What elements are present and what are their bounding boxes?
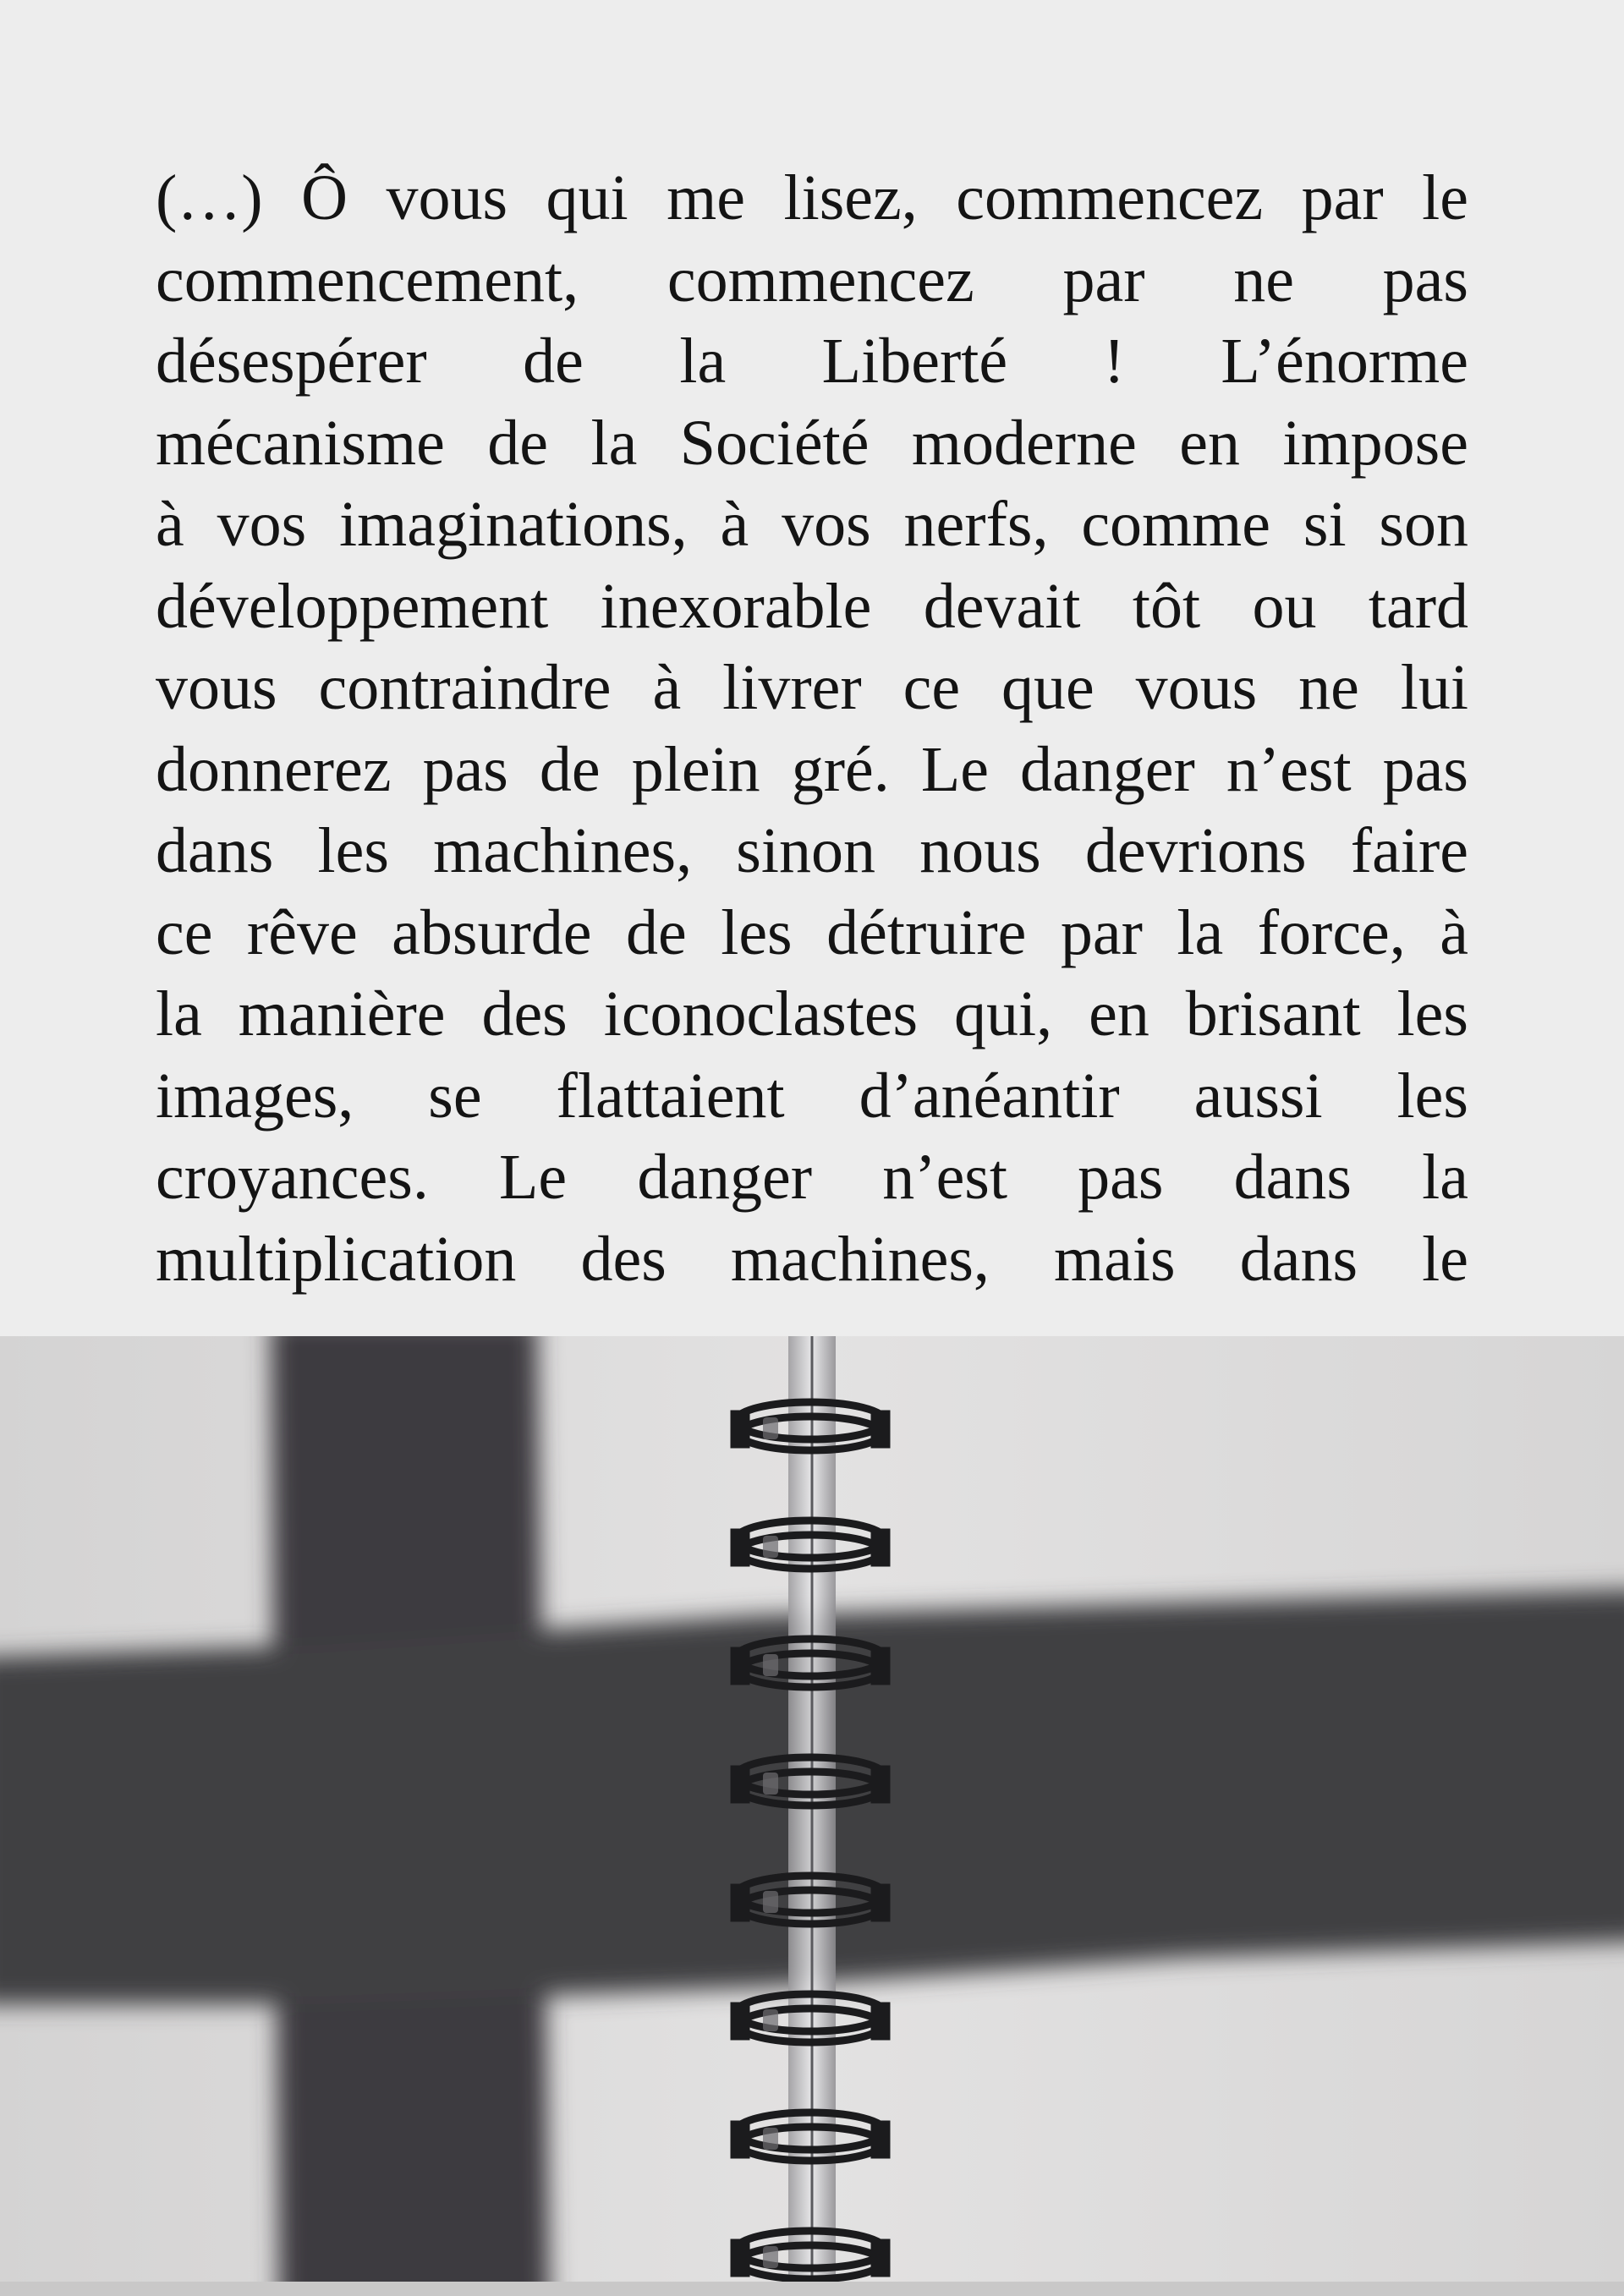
passage-line: ce rêve absurde de les détruire par la force, à [156, 896, 1468, 968]
notebook-photo-svg [0, 1336, 1624, 2296]
passage-line: à vos imaginations, à vos nerfs, comme si son [156, 489, 1468, 560]
passage-line: la manière des iconoclastes qui, en brisant les [156, 978, 1468, 1049]
passage-line: croyances. Le danger n’est pas dans la [156, 1142, 1468, 1213]
passage-line: images, se flattaient d’anéantir aussi les [156, 1060, 1468, 1132]
quote-passage [156, 157, 1468, 1300]
passage-line: développement inexorable devait tôt ou tard [156, 570, 1468, 642]
passage-line: donnerez pas de plein gré. Le danger n’est pas [156, 733, 1468, 805]
passage-line: multiplication des machines, mais dans le [156, 1223, 1468, 1295]
passage-line: mécanisme de la Société moderne en impose [156, 407, 1468, 479]
passage-line: commencement, commencez par ne pas [156, 244, 1468, 315]
passage-line: dans les machines, sinon nous devrions faire [156, 815, 1468, 886]
notebook-photo [0, 1336, 1624, 2296]
passage-line: désespérer de la Liberté ! L’énorme [156, 326, 1468, 397]
passage-line: vous contraindre à livrer ce que vous ne lui [156, 652, 1468, 723]
passage-line: (…) Ô vous qui me lisez, commencez par le [156, 162, 1468, 233]
